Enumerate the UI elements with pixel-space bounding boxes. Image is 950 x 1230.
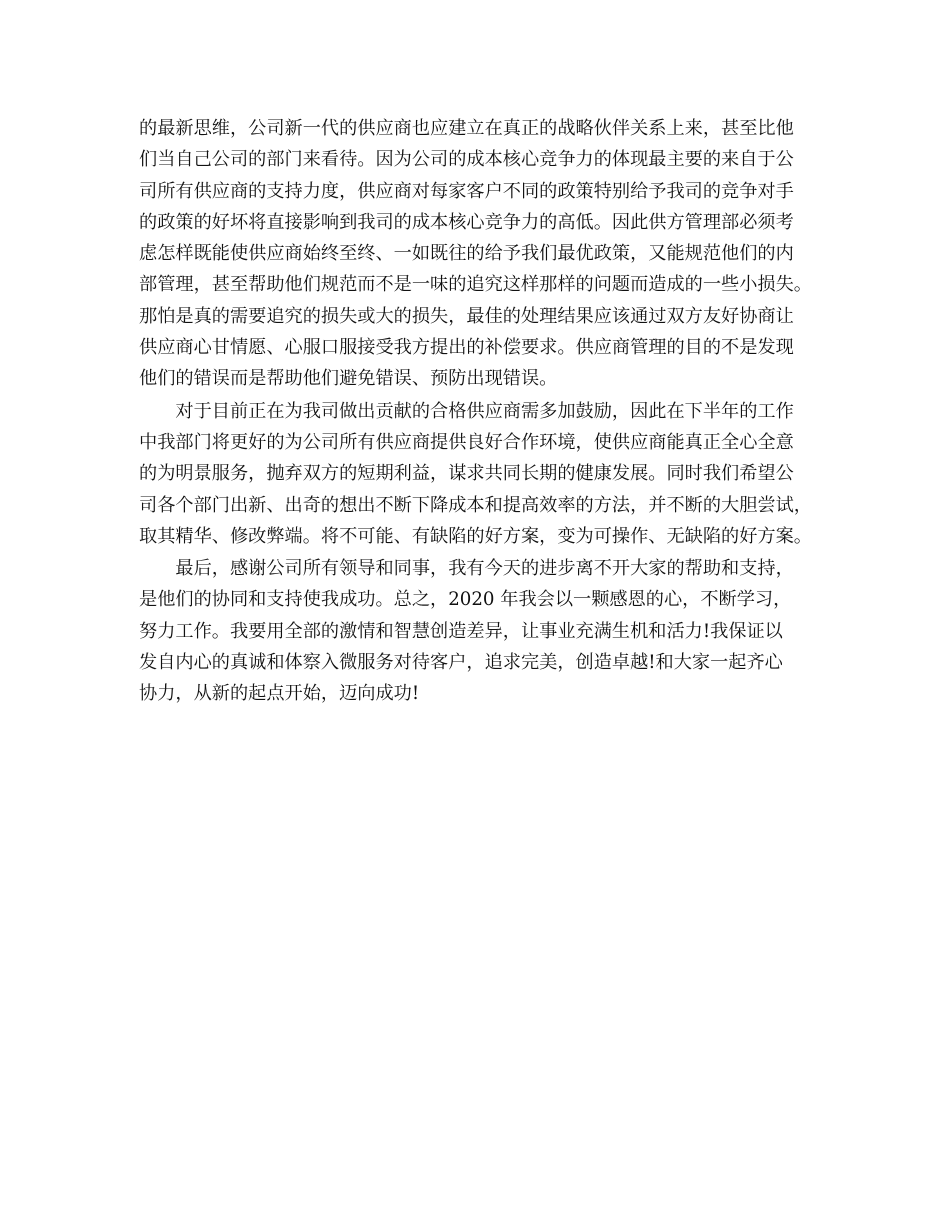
- text-line: 司各个部门出新、出奇的想出不断下降成本和提高效率的方法，并不断的大胆尝试，: [139, 494, 812, 516]
- text-line: 取其精华、修改弊端。将不可能、有缺陷的好方案，变为可操作、无缺陷的好方案。: [139, 525, 812, 547]
- text-line: 的政策的好坏将直接影响到我司的成本核心竞争力的高低。因此供方管理部必须考: [139, 211, 794, 233]
- text-line: 最后，感谢公司所有领导和同事，我有今天的进步离不开大家的帮助和支持，: [139, 558, 794, 580]
- text-line: 那怕是真的需要追究的损失或大的损失，最佳的处理结果应该通过双方友好协商让: [139, 305, 794, 327]
- text-line: 们当自己公司的部门来看待。因为公司的成本核心竞争力的体现最主要的来自于公: [139, 149, 794, 171]
- text-line: 发自内心的真诚和体察入微服务对待客户，追求完美，创造卓越!和大家一起齐心: [139, 652, 783, 674]
- text-line: 是他们的协同和支持使我成功。总之，2020 年我会以一颗感恩的心，不断学习，: [139, 589, 792, 611]
- text-line: 对于目前正在为我司做出贡献的合格供应商需多加鼓励，因此在下半年的工作: [139, 400, 794, 422]
- text-line: 司所有供应商的支持力度，供应商对每家客户不同的政策特别给予我司的竞争对手: [139, 180, 794, 202]
- paragraph-3: [139, 553, 829, 709]
- text-line: 努力工作。我要用全部的激情和智慧创造差异，让事业充满生机和活力!我保证以: [139, 620, 783, 642]
- text-line: 的最新思维，公司新一代的供应商也应建立在真正的战略伙伴关系上来，甚至比他: [139, 118, 794, 139]
- text-line: 虑怎样既能使供应商始终至终、一如既往的给予我们最优政策，又能规范他们的内: [139, 243, 794, 265]
- text-line: 他们的错误而是帮助他们避免错误、预防出现错误。: [139, 368, 558, 390]
- text-line: 中我部门将更好的为公司所有供应商提供良好合作环境，使供应商能真正全心全意: [139, 431, 794, 453]
- paragraph-1: [139, 113, 829, 395]
- text-line: 协力，从新的起点开始，迈向成功!: [139, 683, 420, 705]
- document-body: [139, 113, 829, 710]
- paragraph-2: [139, 396, 829, 552]
- text-line: 供应商心甘情愿、心服口服接受我方提出的补偿要求。供应商管理的目的不是发现: [139, 337, 794, 359]
- text-line: 的为明景服务，抛弃双方的短期利益，谋求共同长期的健康发展。同时我们希望公: [139, 463, 794, 485]
- text-line: 部管理，甚至帮助他们规范而不是一味的追究这样那样的问题而造成的一些小损失。: [139, 274, 812, 296]
